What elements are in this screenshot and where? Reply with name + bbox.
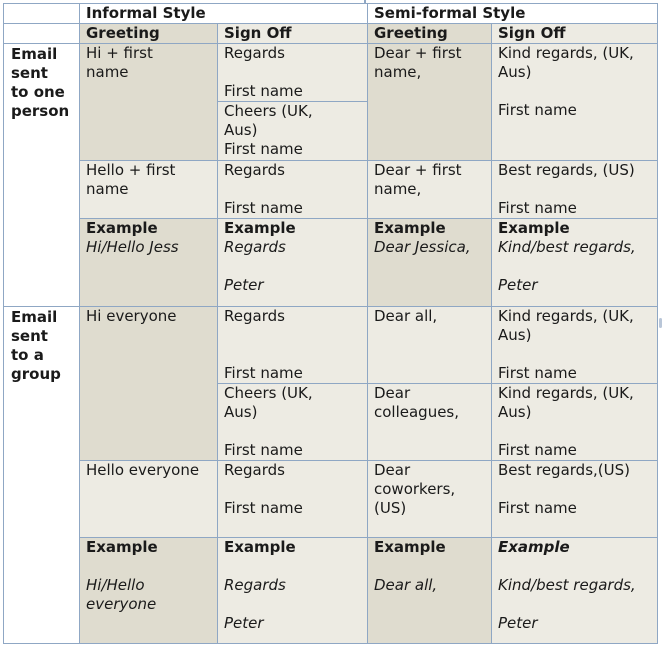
signoff-split-cell	[492, 307, 658, 461]
signoff-cell: Regards First name	[218, 307, 367, 384]
semiformal-greeting-header: Greeting	[368, 24, 492, 44]
signoff-cell: Best regards,(US) First name	[492, 461, 658, 538]
informal-style-header: Informal Style	[80, 4, 368, 24]
example-greeting-cell	[80, 538, 218, 644]
signoff-cell: Kind regards, (UK, Aus) First name	[492, 307, 657, 384]
example-label: Example	[224, 219, 296, 237]
signoff-cell: Cheers (UK, Aus) First name	[224, 384, 313, 459]
signoff-cell: Best regards, (US) First name	[492, 161, 658, 219]
row-header-one-person: Email sent to one person	[4, 44, 80, 307]
example-greeting-cell	[368, 219, 492, 307]
example-text: Kind/best regards,	[498, 238, 636, 256]
greeting-cell: Dear + first name,	[368, 161, 492, 219]
semiformal-signoff-header: Sign Off	[492, 24, 658, 44]
greeting-cell: Hello everyone	[80, 461, 218, 538]
signoff-cell: Kind regards, (UK, Aus) First name	[498, 384, 634, 459]
greeting-cell: Hi everyone	[80, 307, 218, 461]
example-text: Peter	[498, 276, 538, 294]
informal-greeting-header: Greeting	[80, 24, 218, 44]
example-label: Example	[86, 219, 158, 237]
semiformal-style-header: Semi-formal Style	[368, 4, 658, 24]
example-text: Hi/Hello Jess	[86, 238, 179, 256]
signoff-cell: Kind regards, (UK, Aus) First name	[492, 44, 658, 161]
example-text: Regards	[224, 238, 286, 256]
greeting-cell: Hi + first name	[80, 44, 218, 161]
greeting-split-cell	[368, 307, 492, 461]
row-header-group: Email sent to a group	[4, 307, 80, 644]
example-signoff-cell	[218, 538, 368, 644]
example-label: Example	[374, 219, 446, 237]
corner-cell	[4, 4, 80, 24]
example-label: Example	[374, 538, 446, 556]
example-text: Peter	[498, 614, 538, 632]
signoff-split-cell	[218, 307, 368, 461]
greeting-cell: Dear colleagues,	[374, 384, 460, 421]
example-text: Regards	[224, 576, 286, 594]
example-signoff-cell	[492, 538, 658, 644]
informal-signoff-header: Sign Off	[218, 24, 368, 44]
example-text: Hi/Hello everyone	[86, 576, 157, 613]
example-text: Peter	[224, 614, 264, 632]
example-text: Kind/best regards,	[498, 576, 636, 594]
example-text: Dear Jessica,	[374, 238, 471, 256]
example-label: Example	[498, 219, 570, 237]
signoff-cell: Regards First name	[218, 44, 367, 102]
corner-cell-2	[4, 24, 80, 44]
example-signoff-cell	[218, 219, 368, 307]
email-style-table	[3, 3, 658, 644]
signoff-cell: Regards First name	[218, 161, 368, 219]
example-label: Example	[224, 538, 296, 556]
example-label: Example	[86, 538, 158, 556]
signoff-split-cell	[218, 44, 368, 161]
greeting-cell: Dear all,	[368, 307, 491, 384]
signoff-cell: Regards First name	[218, 461, 368, 538]
example-greeting-cell	[80, 219, 218, 307]
signoff-cell: Cheers (UK, Aus) First name	[224, 102, 313, 158]
greeting-cell: Hello + first name	[80, 161, 218, 219]
example-label: Example	[498, 538, 570, 556]
greeting-cell: Dear coworkers, (US)	[368, 461, 492, 538]
greeting-cell: Dear + first name,	[368, 44, 492, 161]
example-signoff-cell	[492, 219, 658, 307]
example-greeting-cell	[368, 538, 492, 644]
example-text: Peter	[224, 276, 264, 294]
example-text: Dear all,	[374, 576, 438, 594]
